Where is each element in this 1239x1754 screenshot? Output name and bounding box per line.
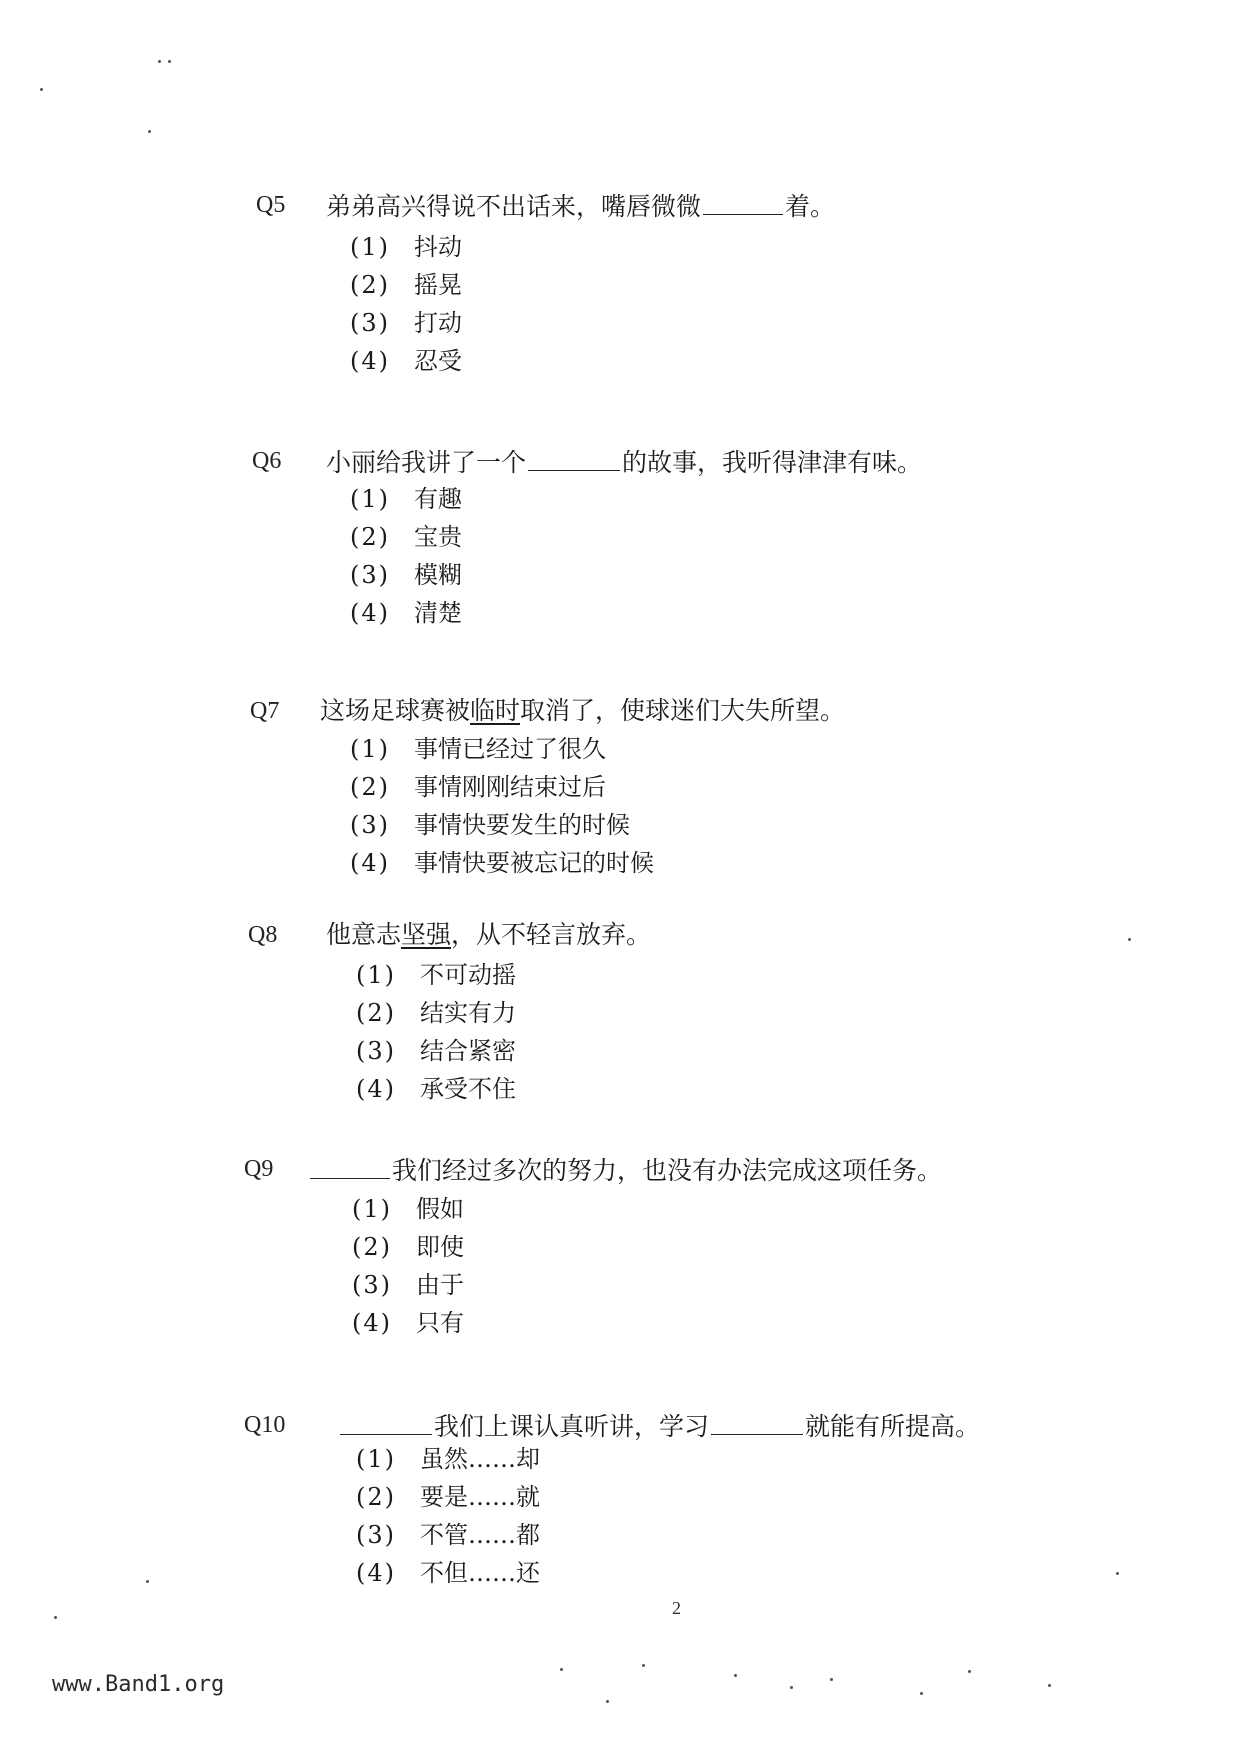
scan-speck <box>148 130 151 133</box>
option-2[interactable] <box>356 1478 540 1516</box>
scan-speck <box>1048 1684 1051 1687</box>
scan-speck <box>158 60 161 63</box>
option-number: (2) <box>350 523 390 551</box>
option-number: (2) <box>356 999 396 1027</box>
option-number: (3) <box>356 1037 396 1065</box>
option-number: (4) <box>350 849 390 877</box>
option-text: 假如 <box>416 1195 464 1223</box>
stem-text-middle: 我们上课认真听讲，学习 <box>434 1412 710 1441</box>
option-text: 事情快要发生的时候 <box>414 811 630 839</box>
stem-text-before: 他意志 <box>326 920 402 949</box>
scan-speck <box>920 1692 923 1695</box>
option-text: 不可动摇 <box>420 961 516 989</box>
option-number: (2) <box>356 1483 396 1511</box>
question-stem <box>308 1154 942 1186</box>
option-2[interactable] <box>350 518 462 556</box>
stem-text-after: 着。 <box>785 192 836 221</box>
stem-text-after: 取消了，使球迷们大失所望。 <box>520 696 846 725</box>
scan-speck <box>790 1686 793 1689</box>
option-text: 清楚 <box>414 599 462 627</box>
option-3[interactable] <box>350 806 654 844</box>
answer-blank <box>528 446 620 471</box>
option-text: 摇晃 <box>414 271 462 299</box>
scan-speck <box>40 88 43 91</box>
option-list <box>350 480 462 632</box>
option-3[interactable] <box>356 1516 540 1554</box>
answer-blank <box>703 190 783 215</box>
underlined-word: 坚强 <box>401 920 452 949</box>
option-number: (2) <box>350 773 390 801</box>
option-4[interactable] <box>352 1304 464 1342</box>
option-2[interactable] <box>350 266 462 304</box>
option-text: 要是……就 <box>420 1483 540 1511</box>
stem-text-before: 这场足球赛被 <box>320 696 471 725</box>
stem-text-after: 就能有所提高。 <box>805 1412 981 1441</box>
scan-speck <box>146 1580 149 1583</box>
option-3[interactable] <box>356 1032 516 1070</box>
option-text: 模糊 <box>414 561 462 589</box>
question-number: Q10 <box>244 1412 286 1438</box>
option-3[interactable] <box>350 556 462 594</box>
option-2[interactable] <box>352 1228 464 1266</box>
question-number: Q8 <box>248 922 278 948</box>
option-text: 有趣 <box>414 485 462 513</box>
scan-speck <box>1116 1572 1119 1575</box>
option-number: (3) <box>352 1271 392 1299</box>
option-4[interactable] <box>350 594 462 632</box>
option-1[interactable] <box>356 1440 540 1478</box>
stem-text-before: 弟弟高兴得说不出话来，嘴唇微微 <box>326 192 702 221</box>
option-number: (4) <box>350 599 390 627</box>
option-text: 不但……还 <box>420 1559 540 1587</box>
scan-speck <box>642 1664 645 1667</box>
option-1[interactable] <box>350 228 462 266</box>
option-list <box>356 956 516 1108</box>
watermark-url: www.Band1.org <box>52 1672 225 1697</box>
option-text: 忍受 <box>414 347 462 375</box>
option-list <box>356 1440 540 1592</box>
answer-blank <box>340 1410 432 1435</box>
option-text: 承受不住 <box>420 1075 516 1103</box>
option-1[interactable] <box>356 956 516 994</box>
stem-text-before: 小丽给我讲了一个 <box>326 448 527 477</box>
option-number: (3) <box>350 309 390 337</box>
option-3[interactable] <box>352 1266 464 1304</box>
option-number: (1) <box>356 1445 396 1473</box>
option-text: 宝贵 <box>414 523 462 551</box>
option-text: 打动 <box>414 309 462 337</box>
answer-blank-2 <box>711 1410 803 1435</box>
option-1[interactable] <box>352 1190 464 1228</box>
option-2[interactable] <box>350 768 654 806</box>
option-text: 事情快要被忘记的时候 <box>414 849 654 877</box>
underlined-word: 临时 <box>470 696 521 725</box>
scan-speck <box>830 1678 833 1681</box>
option-text: 结实有力 <box>420 999 516 1027</box>
question-stem <box>326 920 651 950</box>
option-list <box>350 228 462 380</box>
scan-speck <box>54 1616 57 1619</box>
scan-speck <box>560 1668 563 1671</box>
option-number: (1) <box>350 485 390 513</box>
question-number: Q6 <box>252 448 282 474</box>
option-1[interactable] <box>350 480 462 518</box>
option-list <box>352 1190 464 1342</box>
option-4[interactable] <box>350 342 462 380</box>
option-number: (4) <box>352 1309 392 1337</box>
option-1[interactable] <box>350 730 654 768</box>
option-number: (4) <box>356 1075 396 1103</box>
scan-speck <box>168 60 171 63</box>
option-text: 事情已经过了很久 <box>414 735 606 763</box>
stem-text-after: ，从不轻言放弃。 <box>451 920 652 949</box>
scan-speck <box>734 1674 737 1677</box>
option-number: (3) <box>356 1521 396 1549</box>
option-text: 即使 <box>416 1233 464 1261</box>
stem-text-after: 我们经过多次的努力，也没有办法完成这项任务。 <box>392 1156 943 1185</box>
question-number: Q9 <box>244 1156 274 1182</box>
option-text: 事情刚刚结束过后 <box>414 773 606 801</box>
option-4[interactable] <box>356 1554 540 1592</box>
answer-blank <box>310 1154 390 1179</box>
question-stem <box>326 190 835 222</box>
option-text: 虽然……却 <box>420 1445 540 1473</box>
option-number: (3) <box>350 561 390 589</box>
option-number: (4) <box>350 347 390 375</box>
option-4[interactable] <box>356 1070 516 1108</box>
option-text: 不管……都 <box>420 1521 540 1549</box>
option-text: 只有 <box>416 1309 464 1337</box>
option-list <box>350 730 654 882</box>
option-number: (1) <box>350 233 390 261</box>
scan-speck <box>968 1670 971 1673</box>
option-3[interactable] <box>350 304 462 342</box>
option-4[interactable] <box>350 844 654 882</box>
question-number: Q7 <box>250 698 280 724</box>
question-stem <box>338 1410 980 1442</box>
option-number: (3) <box>350 811 390 839</box>
option-text: 由于 <box>416 1271 464 1299</box>
option-number: (4) <box>356 1559 396 1587</box>
question-stem <box>326 446 922 478</box>
question-number: Q5 <box>256 192 286 218</box>
option-number: (2) <box>352 1233 392 1261</box>
page-number: 2 <box>672 1598 681 1618</box>
option-2[interactable] <box>356 994 516 1032</box>
option-number: (2) <box>350 271 390 299</box>
option-text: 结合紧密 <box>420 1037 516 1065</box>
option-number: (1) <box>356 961 396 989</box>
question-stem <box>320 696 845 726</box>
option-text: 抖动 <box>414 233 462 261</box>
stem-text-after: 的故事，我听得津津有味。 <box>622 448 923 477</box>
option-number: (1) <box>350 735 390 763</box>
scan-speck <box>606 1700 609 1703</box>
scan-speck <box>1128 938 1131 941</box>
option-number: (1) <box>352 1195 392 1223</box>
